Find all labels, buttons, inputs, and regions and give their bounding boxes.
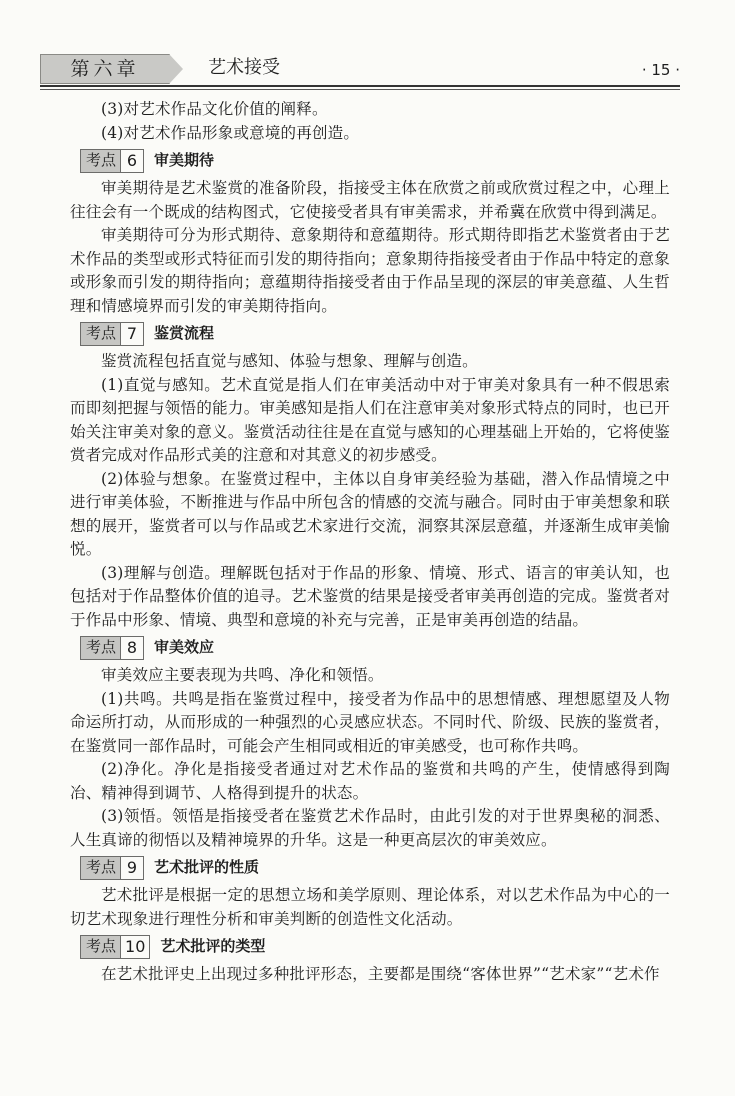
header-rule-thin (40, 89, 680, 90)
chapter-tab-arrow (169, 54, 183, 84)
kaodian-badge: 考点 6 (80, 149, 144, 173)
paragraph: 审美期待是艺术鉴赏的准备阶段，指接受主体在欣赏之前或欣赏过程之中，心理上往往会有一个既成的结构图式，它使接受者具有审美需求，并希冀在欣赏中得到满足。 (70, 179, 670, 221)
section-heading-10 (80, 933, 670, 960)
paragraph: (2)净化。净化是指接受者通过对艺术作品的鉴赏和共鸣的产生，使情感得到陶冶、精神得到调节、人格得到提升的状态。 (70, 760, 670, 802)
kaodian-badge: 考点 7 (80, 322, 144, 346)
kaodian-number: 8 (120, 637, 143, 659)
kaodian-badge: 考点 9 (80, 856, 144, 880)
section-title: 艺术批评的性质 (154, 857, 260, 876)
paragraph: (1)共鸣。共鸣是指在鉴赏过程中，接受者为作品中的思想情感、理想愿望及人物命运所打动，从而形成的一种强烈的心灵感应状态。不同时代、阶级、民族的鉴赏者，在鉴赏同一部作品时，可能会产生相同或相近的审美感受，也可称作共鸣。 (70, 689, 670, 755)
kaodian-number: 9 (120, 857, 143, 879)
paragraph: 在艺术批评史上出现过多种批评形态，主要都是围绕“客体世界”“艺术家”“艺术作 (101, 965, 660, 983)
intro-line: (4)对艺术作品形象或意境的再创造。 (101, 123, 360, 142)
section-heading-7 (80, 320, 670, 347)
kaodian-number: 7 (120, 323, 143, 345)
paragraph: 艺术批评是根据一定的思想立场和美学原则、理论体系，对以艺术作品为中心的一切艺术现象进行理性分析和审美判断的创造性文化活动。 (70, 886, 670, 928)
section-title: 鉴赏流程 (154, 323, 215, 342)
running-header (40, 48, 680, 88)
paragraph: (3)理解与创造。理解既包括对于作品的形象、情境、形式、语言的审美认知，也包括对于作品整体价值的追寻。艺术鉴赏的结果是接受者审美再创造的完成。鉴赏者对于作品中形象、情境、典型和意境的补充与完善，正是审美再创造的结晶。 (70, 563, 670, 629)
page-number: · 15 · (641, 61, 680, 79)
chapter-label: 第六章 (40, 54, 170, 84)
paragraph: 审美期待可分为形式期待、意象期待和意蕴期待。形式期待即指艺术鉴赏者由于艺术作品的类型或形式特征而引发的期待指向；意象期待指接受者由于作品中特定的意象或形象而引发的期待指向；意蕴期待指接受者由于作品呈现的深层的审美意蕴、人生哲理和情感境界而引发的审美期待指向。 (70, 226, 670, 315)
header-rule (40, 85, 680, 87)
kaodian-badge: 考点 10 (80, 935, 150, 959)
section-heading-6 (80, 147, 670, 174)
kaodian-number: 10 (120, 936, 149, 958)
paragraph: (3)领悟。领悟是指接受者在鉴赏艺术作品时，由此引发的对于世界奥秘的洞悉、人生真谛的彻悟以及精神境界的升华。这是一种更高层次的审美效应。 (70, 807, 670, 849)
paragraph: (2)体验与想象。在鉴赏过程中，主体以自身审美经验为基础，潜入作品情境之中进行审美体验，不断推进与作品中所包含的情感的交流与融合。同时由于审美想象和联想的展开，鉴赏者可以与作品或艺术家进行交流，洞察其深层意蕴，并逐渐生成审美愉悦。 (70, 469, 670, 558)
kaodian-badge: 考点 8 (80, 636, 144, 660)
section-title: 审美期待 (154, 150, 215, 169)
section-heading-8 (80, 634, 670, 661)
paragraph: (1)直觉与感知。艺术直觉是指人们在审美活动中对于审美对象具有一种不假思索而即刻把握与领悟的能力。审美感知是指人们在注意审美对象形式特点的同时，也已开始关注审美对象的意义。鉴赏活动往往是在直觉与感知的心理基础上开始的，它将使鉴赏者完成对作品形式美的注意和对其意义的初步感受。 (70, 375, 670, 464)
intro-line: (3)对艺术作品文化价值的阐释。 (101, 100, 328, 118)
paragraph: 鉴赏流程包括直觉与感知、体验与想象、理解与创造。 (101, 352, 478, 370)
chapter-title: 艺术接受 (208, 57, 280, 78)
section-title: 审美效应 (154, 637, 215, 656)
kaodian-number: 6 (120, 150, 143, 172)
paragraph: 审美效应主要表现为共鸣、净化和领悟。 (101, 666, 384, 684)
page-body (70, 98, 670, 987)
section-heading-9 (80, 854, 670, 881)
section-title: 艺术批评的类型 (160, 936, 266, 955)
